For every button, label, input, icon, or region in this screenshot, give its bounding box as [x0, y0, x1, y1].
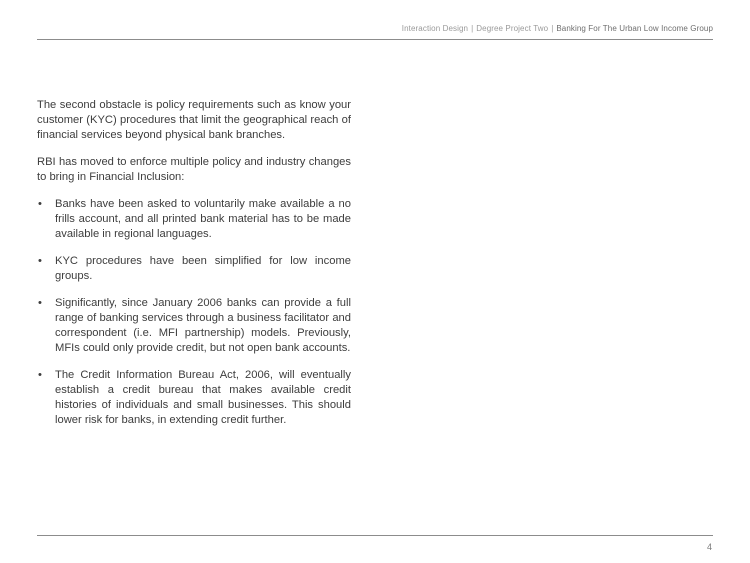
paragraph-obstacle: The second obstacle is policy requirements such as know your customer (KYC) procedures that limit the geographical reach of financial services beyond physical bank branches. — [37, 99, 351, 141]
list-item-text: Significantly, since January 2006 banks can provide a full range of banking services through a business facilitator and correspondent (i.e. MFI partnership) models. Previously, MFIs could only provide credit, but not open bank accounts. — [55, 297, 351, 354]
body-text — [37, 98, 351, 440]
list-item-text: Banks have been asked to voluntarily make available a no frills account, and all printed bank material has to be made available in regional languages. — [55, 198, 351, 240]
bullet-icon: • — [38, 198, 42, 210]
running-header — [402, 24, 713, 33]
bullet-icon: • — [38, 369, 42, 381]
header-course: Interaction Design — [401, 24, 469, 33]
page-number: 4 — [706, 542, 712, 552]
header-document-title: Banking For The Urban Low Income Group — [556, 24, 713, 33]
list-item — [37, 254, 351, 284]
header-rule — [37, 39, 713, 40]
header-separator: | — [551, 24, 554, 33]
list-item-text: The Credit Information Bureau Act, 2006, will eventually establish a credit bureau that makes available credit histories of individuals and small businesses. This should lower risk for banks, in extending credit further. — [55, 369, 351, 426]
bullet-icon: • — [38, 297, 42, 309]
list-item — [37, 368, 351, 428]
list-item — [37, 296, 351, 356]
bullet-icon: • — [38, 255, 42, 267]
header-separator: | — [471, 24, 474, 33]
list-item-text: KYC procedures have been simplified for low income groups. — [55, 255, 351, 282]
header-project: Degree Project Two — [476, 24, 549, 33]
paragraph-rbi: RBI has moved to enforce multiple policy and industry changes to bring in Financial Inclusion: — [37, 156, 351, 183]
footer-rule — [37, 535, 713, 536]
list-item — [37, 197, 351, 242]
policy-list — [37, 197, 351, 428]
